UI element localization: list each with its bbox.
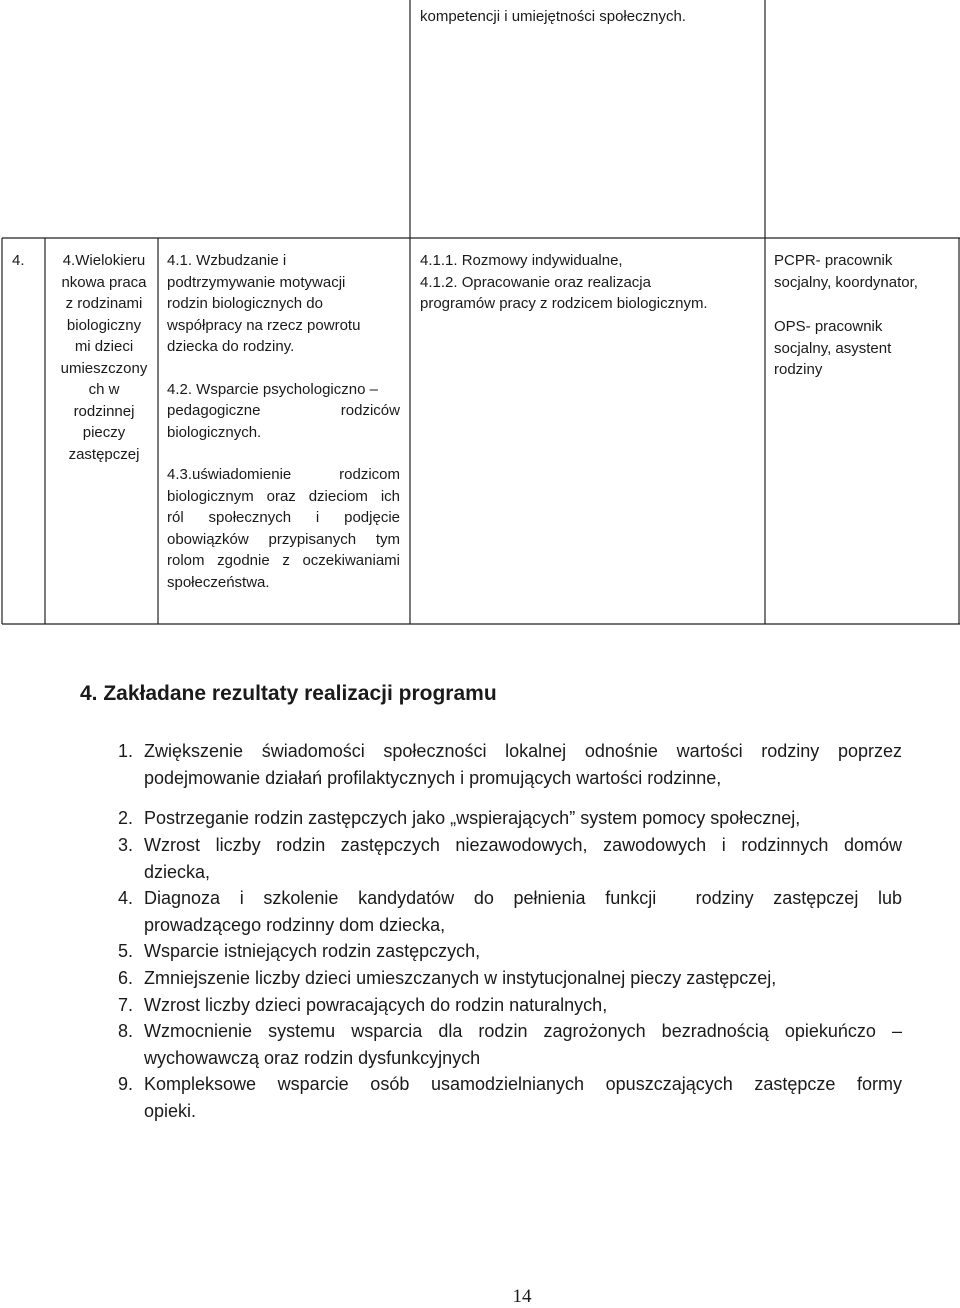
goal-line: biologicznym oraz dzieciom ich [167,487,400,505]
responsible-pcpr [774,250,956,293]
area-line-2: z rodzinami [65,295,143,312]
list-item-number: 2. [118,808,134,828]
responsible-line: socjalny, asystent [774,339,892,357]
goal-line: ról społecznych i podjęcie [167,509,400,526]
list-item-number: 8. [118,1021,134,1041]
list-item-line: prowadzącego rodzinny dom dziecka, [144,914,446,935]
list-item-line: Wzrost liczby dzieci powracających do rodzin naturalnych, [144,995,608,1015]
area-line [52,250,156,272]
goal-line: biologicznych. [167,423,262,441]
list-item-line: dziecka, [144,861,211,882]
area-line-3: biologiczny [66,316,142,334]
list-item-line: podejmowanie działań profilaktycznych i promujących wartości rodzinne, [144,767,722,788]
list-item-line: Zmniejszenie liczby dzieci umieszczanych w instytucjonalnej pieczy zastępczej, [144,968,777,988]
responsible-ops [774,316,956,381]
list-item [118,1071,902,1124]
row-number: 4. [12,252,25,269]
list-item-line: Kompleksowe wsparcie osób usamodzielnianych opuszczających zastępcze formy [144,1074,902,1094]
goal-line: dziecka do rodziny. [167,338,295,355]
action-line: 4.1.2. Opracowanie oraz realizacja [420,273,651,291]
goal-4-1 [167,250,400,358]
list-item-number: 6. [118,968,134,988]
list-item-line: Zwiększenie świadomości społeczności lokalnej odnośnie wartości rodziny poprzez [144,741,902,761]
area-cell [52,250,156,465]
area-line-6: ch w [88,381,120,398]
list-item-number: 4. [118,888,134,908]
goals-cell [167,250,400,593]
list-item-number: 9. [118,1074,134,1094]
goal-line: społeczeństwa. [167,573,270,591]
action-line: programów pracy z rodzicem biologicznym. [420,295,708,312]
goal-line: rodzin biologicznych do [167,295,323,312]
list-item-number: 3. [118,835,134,855]
goal-line: pedagogiczne rodziców [167,402,400,419]
area-number: 4. [62,252,76,269]
area-line-9: zastępczej [68,445,140,463]
responsible-line: PCPR- pracownik [774,252,893,269]
list-item [118,992,902,1019]
page-number: 14 [512,1286,532,1307]
list-item [118,965,902,992]
goal-line: obowiązków przypisanych tym [167,530,400,548]
area-line-0: Wielokieru [75,252,146,269]
actions-cell [420,250,760,315]
list-item-line: Postrzeganie rodzin zastępczych jako „wspierających” system pomocy społecznej, [144,808,801,828]
list-item-line: Wzrost liczby rodzin zastępczych niezawodowych, zawodowych i rodzinnych domów [144,835,902,855]
list-item [118,738,902,791]
list-item [118,1018,902,1071]
list-item-number: 1. [118,741,134,761]
list-item-line: opieki. [144,1100,197,1121]
area-line-5: umieszczony [60,359,148,377]
list-item-number: 5. [118,941,134,961]
top-row-text: kompetencji i umiejętności społecznych. [420,8,686,25]
goal-line: 4.1. Wzbudzanie i [167,252,287,269]
area-line-7: rodzinnej [73,402,135,420]
list-item-line: Wsparcie istniejących rodzin zastępczych, [144,941,481,961]
goal-line: 4.2. Wsparcie psychologiczno – [167,380,378,398]
responsible-line: OPS- pracownik [774,318,883,335]
responsible-cell [774,250,956,381]
goal-line: rolom zgodnie z oczekiwaniami [167,552,400,569]
section-heading: 4. Zakładane rezultaty realizacji programu [80,682,497,705]
goal-line: podtrzymywanie motywacji [167,273,346,291]
list-item-number: 7. [118,995,134,1015]
list-item-line: wychowawczą oraz rodzin dysfunkcyjnych [144,1047,481,1068]
goal-line: 4.3.uświadomienie rodzicom [167,466,400,483]
area-line-1: nkowa praca [61,273,147,291]
area-line-4: mi dzieci [74,338,134,355]
list-item [118,885,902,938]
list-item-line: Diagnoza i szkolenie kandydatów do pełnienia funkcji rodziny zastępczej lub [144,888,902,908]
goal-4-2 [167,379,400,444]
list-item-line: Wzmocnienie systemu wsparcia dla rodzin zagrożonych bezradnością opiekuńczo – [144,1021,902,1041]
responsible-line: socjalny, koordynator, [774,273,918,291]
goal-line: współpracy na rzecz powrotu [167,316,361,334]
list-item [118,938,902,965]
responsible-line: rodziny [774,361,823,378]
list-item [118,832,902,885]
area-line-8: pieczy [82,424,126,441]
action-line: 4.1.1. Rozmowy indywidualne, [420,252,623,269]
goal-4-3 [167,464,400,593]
list-item [118,805,902,832]
